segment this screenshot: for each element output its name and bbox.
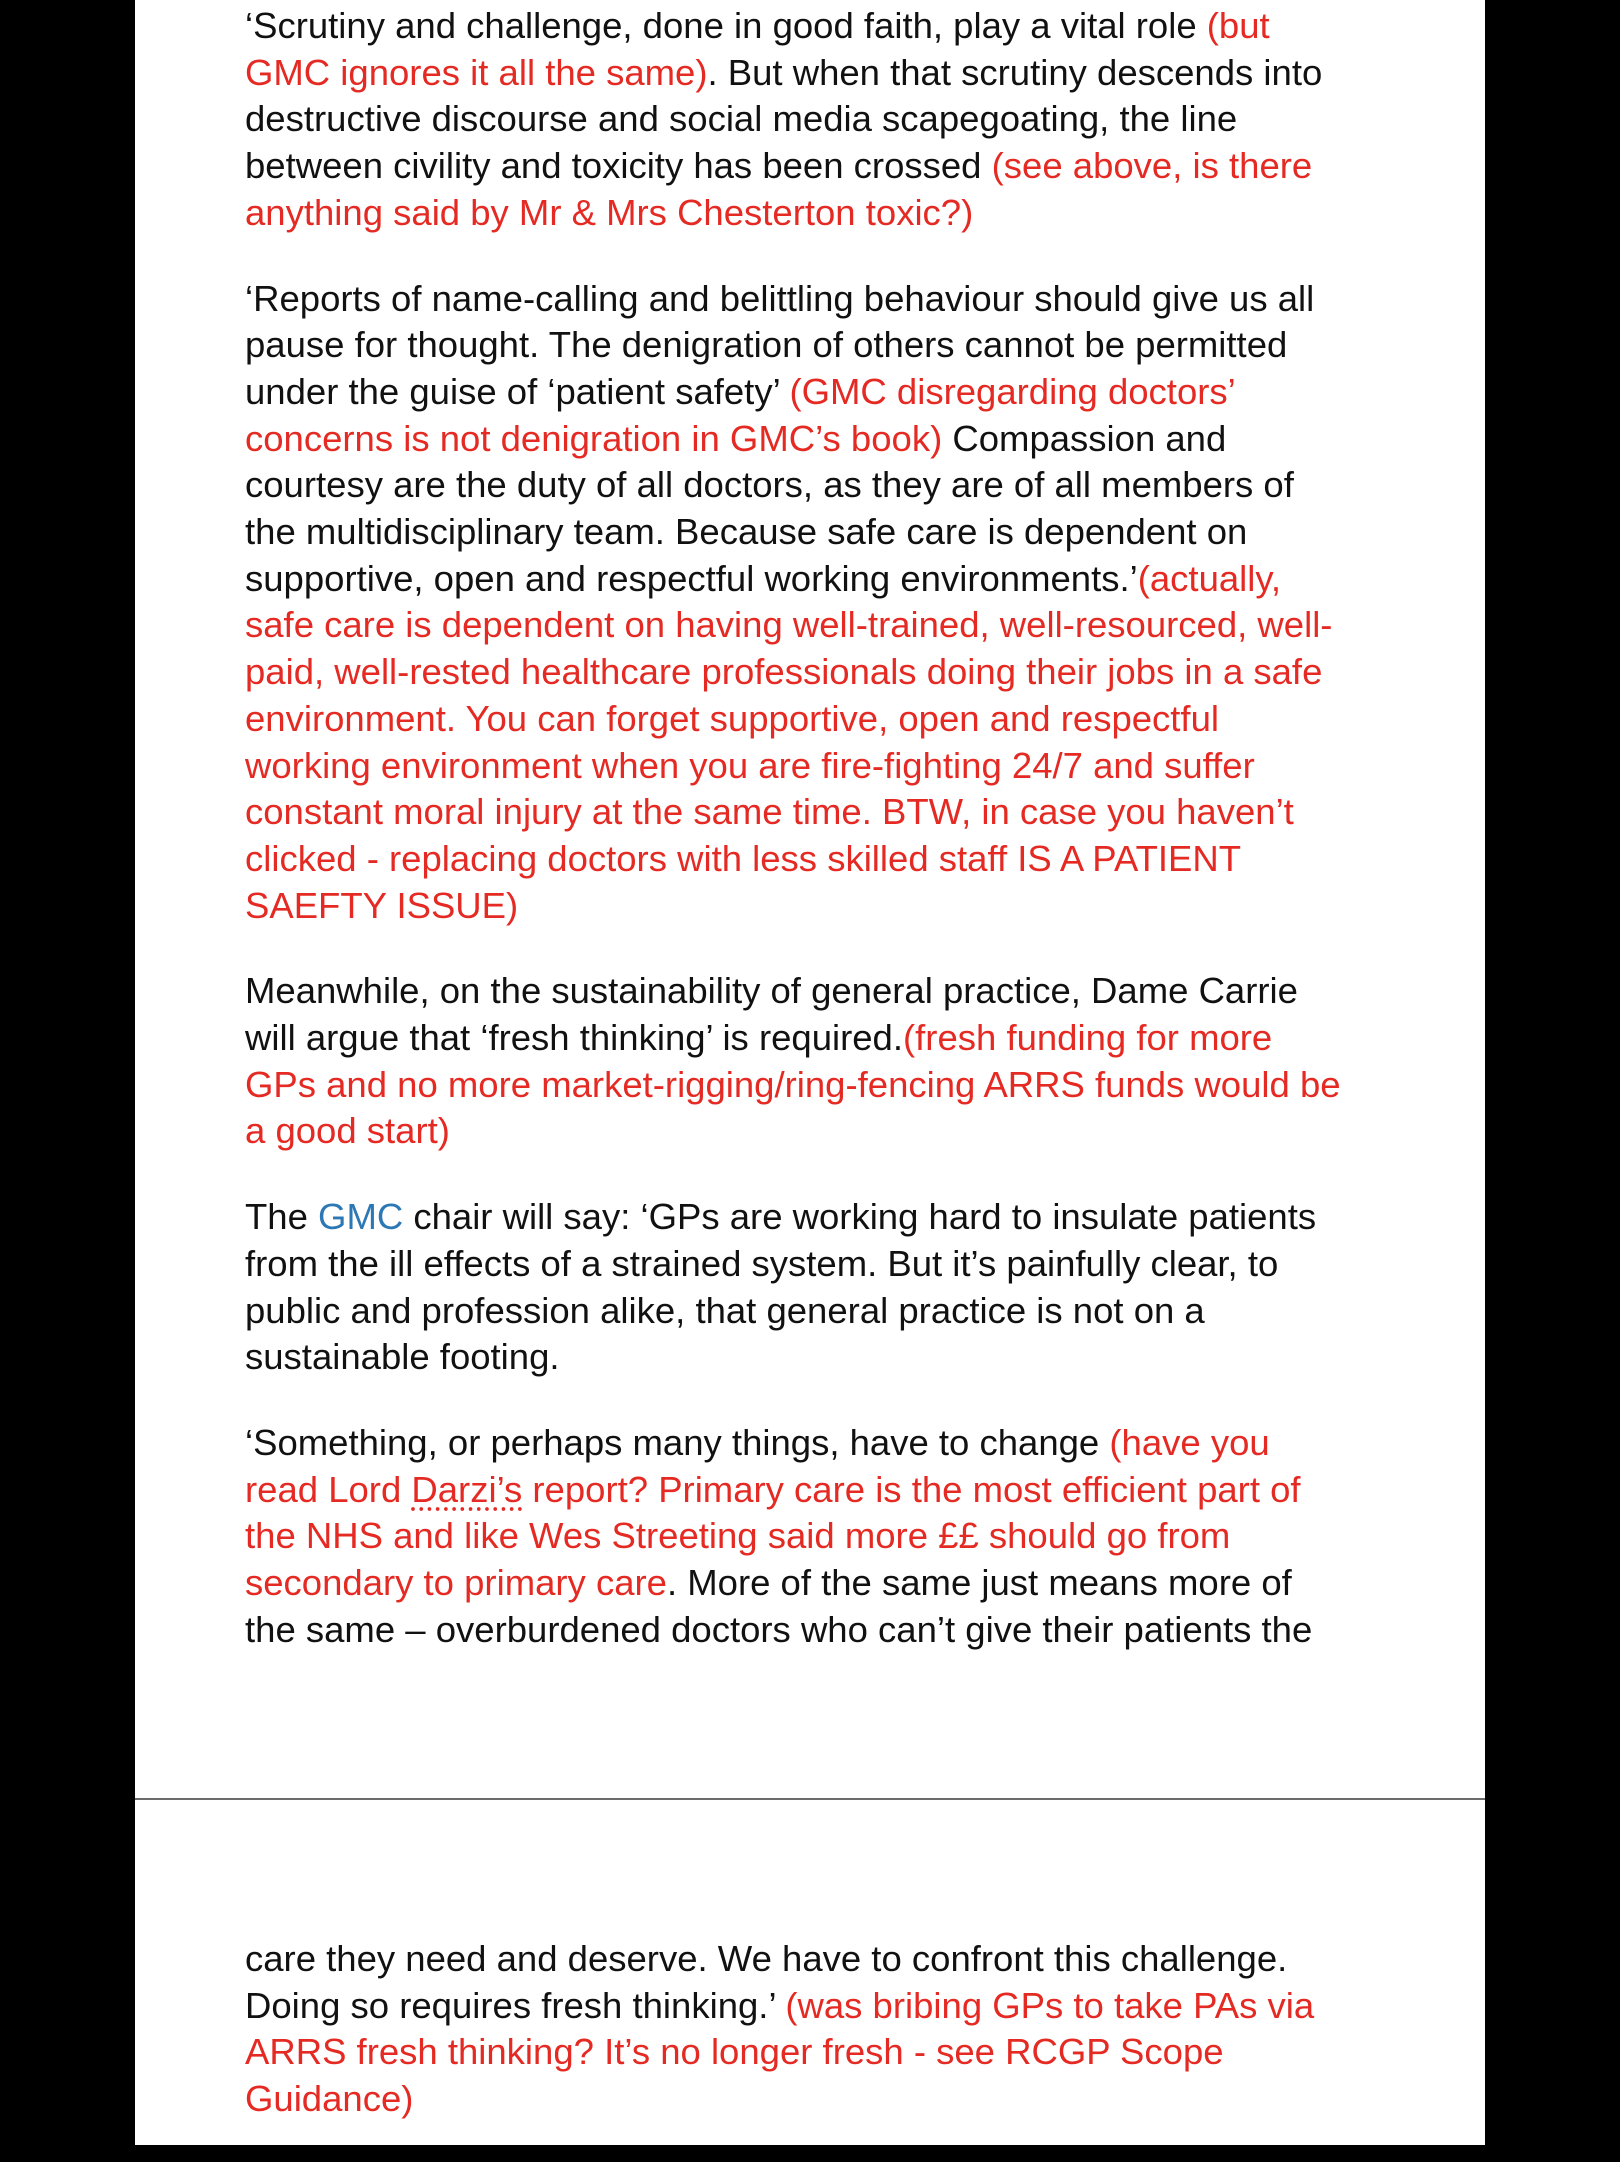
body-text: ‘Reports of name-calling and belittling behaviour should give us all pause for thought. The denigration of others cannot be permitted under the guise of ‘patient safety’ [245, 277, 1315, 412]
annotation-comment: (GMC disregarding doctors’ concerns is not denigration in GMC’s book) [245, 370, 1236, 459]
page-break-divider [135, 1798, 1485, 1800]
document-body-top [245, 3, 1435, 1693]
body-text: ‘Something, or perhaps many things, have to change [245, 1421, 1110, 1463]
paragraph-scrutiny [245, 3, 1435, 237]
paragraph-gmc-chair [245, 1194, 1435, 1381]
body-text: Meanwhile, on the sustainability of general practice, Dame Carrie will argue that ‘fresh thinking’ is required. [245, 970, 1298, 1059]
paragraph-continuation [245, 1936, 1435, 2123]
gmc-link[interactable]: GMC [318, 1196, 404, 1238]
annotation-comment: (see above, is there anything said by Mr & Mrs Chesterton toxic?) [245, 145, 1313, 233]
body-text: care they need and deserve. We have to confront this challenge. Doing so requires fresh thinking.’ [245, 1938, 1288, 2026]
document-body-bottom [245, 1936, 1435, 2162]
annotation-comment: (have you read Lord [245, 1421, 1270, 1510]
annotation-comment: (but GMC ignores it all the same) [245, 5, 1270, 93]
body-text: . More of the same just means more of the same – overburdened doctors who can’t give their patients the [245, 1562, 1313, 1650]
body-text: ‘Scrutiny and challenge, done in good faith, play a vital role [245, 5, 1207, 46]
annotation-comment: (fresh funding for more GPs and no more market-rigging/ring-fencing ARRS funds would be a good start) [245, 1017, 1341, 1152]
body-text: The [245, 1196, 319, 1238]
body-text: Compassion and courtesy are the duty of all doctors, as they are of all members of the multidisciplinary team. Because safe care is dependent on supportive, open and respectful working environments.’ [245, 417, 1294, 599]
paragraph-name-calling [245, 276, 1435, 930]
annotation-underlined-word: Darzi’s [411, 1468, 523, 1510]
paragraph-change [245, 1420, 1435, 1654]
annotation-comment: report? Primary care is the most efficient part of the NHS and like Wes Streeting said more ££ should go from secondary to primary care [245, 1468, 1301, 1604]
annotation-comment: (actually, safe care is dependent on having well-trained, well-resourced, well- paid, well-rested healthcare professionals doing their jobs in a safe environment. You can forget supportive, open and respectful working environment when you are fire-fighting 24/7 and suffer constant moral injury at the same time. BTW, in case you haven’t clicked - replacing doctors with less skilled staff IS A PATIENT SAEFTY ISSUE) [245, 557, 1333, 926]
body-text: . But when that scrutiny descends into destructive discourse and social media scapegoating, the line between civility and toxicity has been crossed [245, 51, 1323, 187]
annotation-comment: (was bribing GPs to take PAs via ARRS fresh thinking? It’s no longer fresh - see RCGP Scope Guidance) [245, 1984, 1315, 2120]
paragraph-sustainability [245, 968, 1435, 1155]
body-text: chair will say: ‘GPs are working hard to insulate patients from the ill effects of a strained system. But it’s painfully clear, to public and profession alike, that general practice is not on a sustainable footing. [245, 1196, 1317, 1378]
